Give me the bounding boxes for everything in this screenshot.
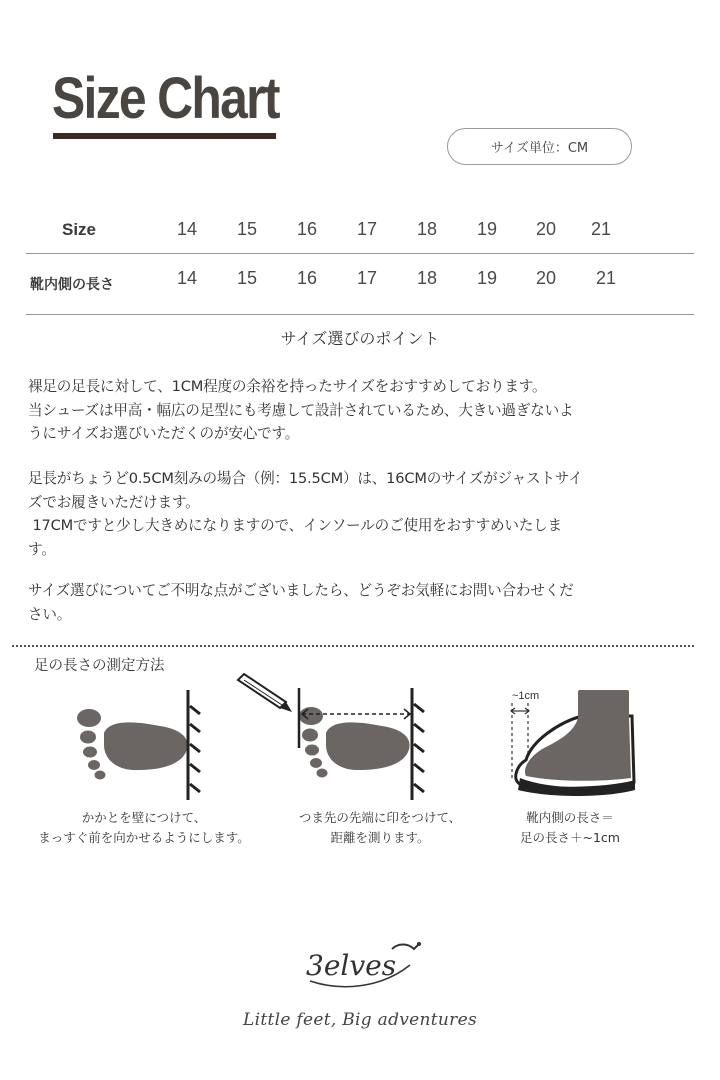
foot-against-wall-icon — [77, 709, 188, 780]
inner-length-row — [26, 254, 694, 314]
paragraph-line: サイズ選びについてご不明な点がございましたら、どうぞお気軽にお問い合わせくだ — [28, 582, 574, 599]
inner-length-row-label: 靴内側の長さ — [30, 277, 114, 293]
paragraph-line: うにサイズお選びいただくのが安心です。 — [28, 425, 300, 442]
size-cell: 21 — [590, 219, 612, 239]
paragraph-line: す。 — [28, 540, 56, 558]
table-divider — [26, 314, 694, 315]
size-cell: 15 — [236, 219, 258, 239]
contact-paragraph — [28, 579, 696, 626]
inner-length-cell: 20 — [535, 268, 557, 288]
caption-line: 距離を測ります。 — [330, 830, 430, 845]
advice-paragraph — [28, 467, 696, 561]
pencil-icon — [238, 674, 292, 712]
logo-wordmark: 3elves — [306, 949, 397, 982]
measure-method-heading: 足の長さの測定方法 — [34, 658, 165, 674]
brand-logo — [300, 935, 424, 995]
inner-length-cell: 14 — [176, 268, 198, 288]
paragraph-line: ズでお履きいただけます。 — [28, 493, 200, 511]
size-cell: 20 — [535, 219, 557, 239]
step1-caption — [16, 808, 272, 848]
inner-length-cell: 16 — [296, 268, 318, 288]
inner-length-cell: 15 — [236, 268, 258, 288]
paragraph-line: 足長がちょうど0.5CM刻みの場合（例：15.5CM）は、16CMのサイズがジャストサイ — [28, 470, 583, 487]
unit-badge: サイズ単位：CM — [447, 128, 632, 165]
caption-line: 足の長さ＋~1cm — [520, 830, 620, 845]
wall-icon — [412, 688, 424, 800]
size-row — [26, 203, 694, 253]
title-underline — [53, 133, 276, 139]
caption-line: つま先の先端に印をつけて、 — [298, 810, 462, 825]
step3-caption — [500, 808, 640, 848]
step2-caption — [280, 808, 480, 848]
size-cell: 16 — [296, 219, 318, 239]
size-points-heading: サイズ選びのポイント — [280, 329, 440, 348]
dotted-divider — [12, 645, 694, 647]
diagram-gap-label: ~1cm — [512, 690, 540, 702]
measurement-illustrations — [0, 670, 720, 810]
wall-icon — [188, 690, 200, 800]
page-title: Size Chart — [52, 66, 279, 131]
paragraph-line: 17CMですと少し大きめになりますので、インソールのご使用をおすすめいたしま — [28, 517, 562, 534]
caption-line: まっすぐ前を向かせるようにします。 — [38, 830, 250, 845]
size-row-label: Size — [62, 220, 97, 239]
inner-length-cell: 19 — [476, 268, 498, 288]
paragraph-line: 裸足の足長に対して、1CM程度の余裕を持ったサイズをおすすめしております。 — [28, 378, 547, 395]
brand-tagline: Little feet, Big adventures — [243, 1010, 477, 1030]
size-cell: 14 — [176, 219, 198, 239]
inner-length-cell: 18 — [416, 268, 438, 288]
caption-line: かかとを壁につけて、 — [81, 810, 207, 825]
size-cell: 19 — [476, 219, 498, 239]
paragraph-line: さい。 — [28, 605, 72, 623]
inner-length-cell: 17 — [356, 268, 378, 288]
ankle-foot-icon — [525, 690, 631, 781]
foot-marked-icon — [299, 707, 410, 778]
inner-length-cell: 21 — [595, 268, 617, 288]
size-cell: 18 — [416, 219, 438, 239]
size-cell: 17 — [356, 219, 378, 239]
advice-paragraph — [28, 375, 696, 446]
paragraph-line: 当シューズは甲高・幅広の足型にも考慮して設計されているため、大きい過ぎないよ — [28, 401, 574, 419]
caption-line: 靴内側の長さ＝ — [526, 810, 614, 825]
size-table — [26, 203, 694, 315]
